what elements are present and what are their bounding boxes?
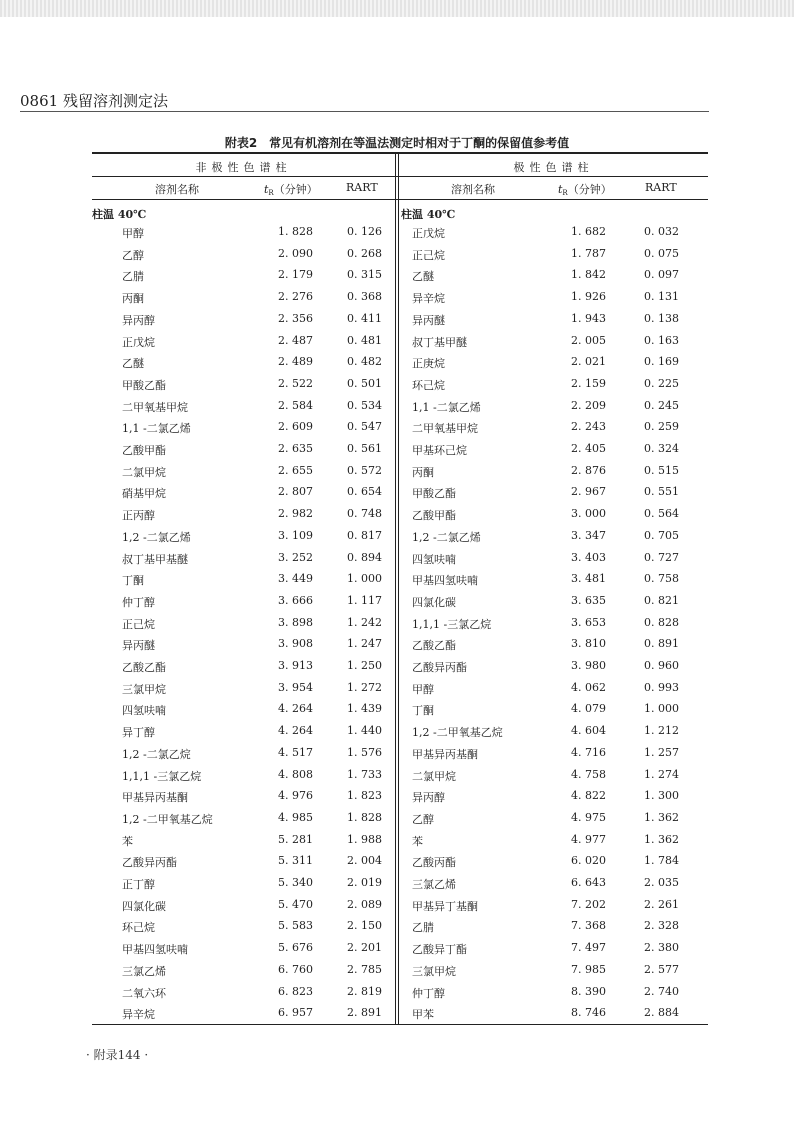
- left-row-rart: 1. 576: [347, 745, 382, 759]
- right-row-name: 乙腈: [412, 921, 434, 935]
- left-row-name: 二氧六环: [122, 986, 166, 1000]
- right-row-name: 二氯甲烷: [412, 769, 456, 783]
- tr-symbol: t: [264, 183, 269, 196]
- right-row-name: 乙酸异丁酯: [412, 943, 467, 957]
- left-row-rart: 1. 440: [347, 724, 382, 738]
- left-row-name: 甲醇: [122, 227, 144, 240]
- left-row-tr: 2. 487: [278, 333, 313, 347]
- right-row-name: 丁酮: [412, 704, 434, 718]
- left-row-name: 二甲氧基甲烷: [122, 400, 188, 414]
- right-row-tr: 2. 243: [571, 420, 606, 434]
- right-row-rart: 0. 821: [644, 593, 679, 607]
- right-row-rart: 1. 362: [644, 832, 679, 846]
- left-row-rart: 0. 368: [347, 290, 382, 304]
- left-row-name: 乙醚: [122, 357, 144, 371]
- left-row-name: 乙醇: [122, 248, 144, 262]
- right-row-name: 1,2 -二甲氧基乙烷: [412, 726, 503, 740]
- left-row-name: 四氯化碳: [122, 899, 166, 913]
- right-row-tr: 4. 716: [571, 745, 606, 759]
- right-row-tr: 6. 643: [571, 876, 606, 889]
- left-row-tr: 2. 179: [278, 268, 313, 282]
- right-row-tr: 2. 967: [571, 485, 606, 499]
- left-row-rart: 1. 247: [347, 637, 382, 651]
- tr-symbol: t: [558, 183, 563, 196]
- right-row-tr: 2. 159: [571, 376, 606, 390]
- left-row-name: 1,2 -二氯乙烷: [122, 747, 191, 761]
- left-row-rart: 1. 272: [347, 680, 382, 694]
- right-row-name: 1,1 -二氯乙烯: [412, 400, 481, 414]
- left-row-rart: 1. 828: [347, 810, 382, 824]
- left-row-tr: 4. 517: [278, 745, 313, 759]
- left-row-name: 甲基四氢呋喃: [122, 943, 188, 957]
- right-row-name: 环己烷: [412, 378, 445, 392]
- right-row-name: 四氢呋喃: [412, 552, 456, 566]
- right-row-name: 异丙醇: [412, 791, 445, 805]
- left-row-name: 甲基异丙基酮: [122, 791, 188, 805]
- left-row-tr: 2. 655: [278, 463, 313, 477]
- right-row-rart: 1. 784: [644, 854, 679, 868]
- left-row-name: 正戊烷: [122, 335, 155, 349]
- left-row-rart: 0. 501: [347, 376, 382, 390]
- right-row-name: 二甲氧基甲烷: [412, 422, 478, 436]
- left-row-name: 正丙醇: [122, 509, 155, 523]
- right-row-rart: 0. 551: [644, 485, 679, 499]
- left-row-tr: 5. 311: [278, 854, 313, 868]
- right-row-name: 三氯甲烷: [412, 964, 456, 978]
- right-row-rart: 0. 324: [644, 442, 679, 455]
- left-row-tr: 2. 982: [278, 507, 313, 521]
- left-row-tr: 4. 976: [278, 789, 313, 803]
- right-row-name: 丙酮: [412, 465, 434, 479]
- right-header-rart: RART: [645, 181, 677, 194]
- page-footer: · 附录144 ·: [86, 1048, 149, 1062]
- column-divider-double: [398, 152, 399, 1025]
- left-row-name: 正己烷: [122, 617, 155, 631]
- left-row-tr: 4. 264: [278, 724, 313, 738]
- right-row-rart: 0. 993: [644, 680, 679, 694]
- left-row-tr: 5. 676: [278, 941, 313, 955]
- right-row-tr: 6. 020: [571, 854, 606, 868]
- left-row-tr: 1. 828: [278, 225, 313, 238]
- left-row-rart: 0. 481: [347, 333, 382, 347]
- left-row-rart: 2. 201: [347, 941, 382, 955]
- left-row-rart: 0. 482: [347, 355, 382, 369]
- right-row-tr: 3. 980: [571, 659, 606, 672]
- left-row-name: 二氯甲烷: [122, 465, 166, 479]
- right-row-rart: 2. 577: [644, 962, 679, 976]
- left-row-tr: 4. 264: [278, 702, 313, 716]
- left-row-name: 乙腈: [122, 270, 144, 284]
- right-row-rart: 2. 261: [644, 897, 679, 911]
- right-row-name: 异丙醚: [412, 313, 445, 327]
- left-row-name: 苯: [122, 834, 133, 848]
- left-row-rart: 2. 089: [347, 897, 382, 911]
- right-row-tr: 3. 481: [571, 572, 606, 586]
- right-row-rart: 0. 032: [644, 225, 679, 238]
- left-row-rart: 2. 891: [347, 1006, 382, 1020]
- left-row-name: 异辛烷: [122, 1008, 155, 1022]
- tr-unit: （分钟）: [273, 183, 318, 196]
- right-row-rart: 1. 212: [644, 724, 679, 738]
- right-row-rart: 0. 131: [644, 290, 679, 304]
- left-row-rart: 0. 894: [347, 550, 382, 564]
- right-row-rart: 1. 257: [644, 745, 679, 759]
- header-rule: [20, 111, 709, 112]
- left-row-tr: 2. 090: [278, 246, 313, 260]
- right-row-rart: 0. 225: [644, 376, 679, 390]
- right-row-rart: 0. 163: [644, 333, 679, 347]
- left-row-tr: 6. 760: [278, 962, 313, 976]
- left-condition-label: 柱温 40℃: [92, 208, 147, 221]
- left-row-tr: 5. 340: [278, 876, 313, 889]
- left-row-name: 正丁醇: [122, 878, 155, 891]
- left-row-name: 1,2 -二氯乙烯: [122, 530, 191, 544]
- right-row-rart: 0. 169: [644, 355, 679, 369]
- right-row-rart: 2. 380: [644, 941, 679, 955]
- right-row-rart: 0. 891: [644, 637, 679, 651]
- right-row-tr: 3. 635: [571, 593, 606, 607]
- left-row-tr: 2. 356: [278, 311, 313, 325]
- right-row-tr: 3. 403: [571, 550, 606, 564]
- left-row-name: 1,1,1 -三氯乙烷: [122, 769, 202, 783]
- right-row-tr: 2. 021: [571, 355, 606, 369]
- left-row-tr: 3. 449: [278, 572, 313, 586]
- left-row-tr: 2. 522: [278, 376, 313, 390]
- left-row-rart: 2. 004: [347, 854, 382, 868]
- right-row-rart: 0. 828: [644, 615, 679, 629]
- left-row-tr: 2. 276: [278, 290, 313, 304]
- right-row-tr: 4. 079: [571, 702, 606, 716]
- left-row-tr: 3. 898: [278, 615, 313, 629]
- left-row-tr: 2. 489: [278, 355, 313, 369]
- left-row-rart: 1. 733: [347, 767, 382, 781]
- right-row-tr: 8. 746: [571, 1006, 606, 1020]
- table-caption: 附表2 常见有机溶剂在等温法测定时相对于丁酮的保留值参考值: [224, 136, 570, 150]
- right-row-tr: 7. 368: [571, 919, 606, 933]
- left-row-tr: 2. 635: [278, 442, 313, 455]
- left-row-name: 硝基甲烷: [122, 487, 166, 501]
- left-row-tr: 3. 109: [278, 528, 313, 542]
- right-row-name: 乙醚: [412, 270, 434, 284]
- left-row-rart: 0. 411: [347, 311, 382, 325]
- left-header-solvent-name: 溶剂名称: [155, 183, 199, 196]
- left-row-rart: 2. 785: [347, 962, 382, 976]
- right-row-tr: 2. 209: [571, 398, 606, 412]
- left-row-rart: 1. 117: [347, 593, 382, 607]
- table-bottom-rule: [92, 1024, 708, 1025]
- left-row-tr: 5. 281: [278, 832, 313, 846]
- polar-column-group-label: 极性色谱柱: [513, 161, 594, 174]
- right-row-rart: 1. 000: [644, 702, 679, 716]
- right-row-tr: 7. 985: [571, 962, 606, 976]
- right-row-rart: 1. 274: [644, 767, 679, 781]
- left-row-tr: 6. 957: [278, 1006, 313, 1020]
- left-row-tr: 4. 985: [278, 810, 313, 824]
- right-row-name: 乙酸异丙酯: [412, 661, 467, 674]
- left-row-tr: 3. 666: [278, 593, 313, 607]
- left-row-name: 四氢呋喃: [122, 704, 166, 718]
- table-top-rule: [92, 152, 708, 154]
- left-row-name: 乙酸甲酯: [122, 444, 166, 457]
- right-row-rart: 0. 245: [644, 398, 679, 412]
- left-row-tr: 6. 823: [278, 984, 313, 998]
- right-row-rart: 0. 727: [644, 550, 679, 564]
- column-divider: [395, 152, 396, 1025]
- right-row-rart: 0. 138: [644, 311, 679, 325]
- right-row-name: 正庚烷: [412, 357, 445, 371]
- column-header-rule: [92, 199, 708, 200]
- left-row-rart: 2. 150: [347, 919, 382, 933]
- left-row-name: 三氯甲烷: [122, 682, 166, 696]
- left-row-tr: 3. 908: [278, 637, 313, 651]
- right-row-tr: 4. 758: [571, 767, 606, 781]
- right-header-solvent-name: 溶剂名称: [451, 183, 495, 196]
- right-row-tr: 4. 822: [571, 789, 606, 803]
- right-row-tr: 3. 810: [571, 637, 606, 651]
- right-row-tr: 7. 497: [571, 941, 606, 955]
- right-row-name: 乙酸甲酯: [412, 509, 456, 523]
- left-row-tr: 3. 954: [278, 680, 313, 694]
- right-row-tr: 2. 405: [571, 442, 606, 455]
- right-row-name: 异辛烷: [412, 292, 445, 306]
- left-row-rart: 0. 126: [347, 225, 382, 238]
- left-row-tr: 3. 252: [278, 550, 313, 564]
- left-row-rart: 1. 250: [347, 659, 382, 672]
- right-row-name: 三氯乙烯: [412, 878, 456, 891]
- left-header-retention-time: [264, 181, 318, 197]
- right-row-name: 甲苯: [412, 1008, 434, 1022]
- left-row-rart: 2. 819: [347, 984, 382, 998]
- right-row-rart: 0. 758: [644, 572, 679, 586]
- right-row-name: 甲基四氢呋喃: [412, 574, 478, 588]
- left-row-rart: 0. 748: [347, 507, 382, 521]
- right-row-tr: 1. 682: [571, 225, 606, 238]
- left-row-tr: 2. 807: [278, 485, 313, 499]
- right-row-name: 甲基异丁基酮: [412, 899, 478, 913]
- right-row-rart: 0. 705: [644, 528, 679, 542]
- right-row-rart: 2. 328: [644, 919, 679, 933]
- right-row-tr: 3. 000: [571, 507, 606, 521]
- left-row-rart: 0. 547: [347, 420, 382, 434]
- left-row-name: 乙酸乙酯: [122, 661, 166, 674]
- retention-table: [92, 152, 708, 1025]
- right-row-name: 甲基环己烷: [412, 444, 467, 457]
- right-row-rart: 2. 884: [644, 1006, 679, 1020]
- right-row-tr: 4. 977: [571, 832, 606, 846]
- right-row-name: 叔丁基甲醚: [412, 335, 467, 349]
- right-header-retention-time: [558, 181, 612, 197]
- right-row-name: 1,2 -二氯乙烯: [412, 530, 481, 544]
- right-row-tr: 2. 005: [571, 333, 606, 347]
- right-row-tr: 1. 926: [571, 290, 606, 304]
- left-row-rart: 0. 315: [347, 268, 382, 282]
- left-row-rart: 0. 817: [347, 528, 382, 542]
- right-row-tr: 3. 653: [571, 615, 606, 629]
- left-row-name: 1,1 -二氯乙烯: [122, 422, 191, 436]
- left-row-rart: 1. 439: [347, 702, 382, 716]
- right-row-tr: 1. 842: [571, 268, 606, 282]
- right-row-rart: 2. 035: [644, 876, 679, 889]
- right-row-tr: 4. 062: [571, 680, 606, 694]
- right-row-rart: 0. 515: [644, 463, 679, 477]
- left-row-tr: 2. 609: [278, 420, 313, 434]
- left-row-rart: 1. 000: [347, 572, 382, 586]
- right-row-name: 甲酸乙酯: [412, 487, 456, 501]
- right-row-rart: 0. 960: [644, 659, 679, 672]
- right-row-rart: 0. 075: [644, 246, 679, 260]
- right-condition-label: 柱温 40℃: [401, 208, 456, 221]
- left-row-tr: 5. 470: [278, 897, 313, 911]
- right-row-rart: 0. 097: [644, 268, 679, 282]
- right-row-rart: 0. 259: [644, 420, 679, 434]
- left-row-name: 丙酮: [122, 292, 144, 306]
- left-row-tr: 4. 808: [278, 767, 313, 781]
- tr-subscript: R: [562, 189, 568, 197]
- right-row-name: 苯: [412, 834, 423, 848]
- left-row-rart: 0. 561: [347, 442, 382, 455]
- right-row-tr: 1. 943: [571, 311, 606, 325]
- right-row-tr: 4. 975: [571, 810, 606, 824]
- right-row-name: 乙醇: [412, 812, 434, 826]
- right-row-name: 1,1,1 -三氯乙烷: [412, 617, 492, 631]
- left-row-name: 三氯乙烯: [122, 964, 166, 978]
- right-row-name: 正戊烷: [412, 227, 445, 240]
- right-row-rart: 0. 564: [644, 507, 679, 521]
- left-row-name: 仲丁醇: [122, 595, 155, 609]
- right-row-tr: 2. 876: [571, 463, 606, 477]
- group-header-rule: [92, 176, 708, 177]
- right-row-name: 甲醇: [412, 682, 434, 696]
- right-row-tr: 1. 787: [571, 246, 606, 260]
- left-row-name: 乙酸异丙酯: [122, 856, 177, 870]
- left-row-rart: 0. 572: [347, 463, 382, 477]
- right-row-rart: 2. 740: [644, 984, 679, 998]
- left-row-tr: 2. 584: [278, 398, 313, 412]
- left-row-rart: 1. 823: [347, 789, 382, 803]
- page-header-title: 0861 残留溶剂测定法: [20, 92, 168, 110]
- right-row-name: 正己烷: [412, 248, 445, 262]
- right-row-tr: 7. 202: [571, 897, 606, 911]
- left-row-name: 异丙醚: [122, 639, 155, 653]
- right-row-name: 四氯化碳: [412, 595, 456, 609]
- right-row-name: 甲基异丙基酮: [412, 747, 478, 761]
- tr-subscript: R: [268, 189, 274, 197]
- left-row-name: 异丁醇: [122, 726, 155, 740]
- left-row-rart: 2. 019: [347, 876, 382, 889]
- right-row-rart: 1. 300: [644, 789, 679, 803]
- right-row-rart: 1. 362: [644, 810, 679, 824]
- left-row-tr: 5. 583: [278, 919, 313, 933]
- right-row-name: 乙酸丙酯: [412, 856, 456, 870]
- left-row-name: 甲酸乙酯: [122, 378, 166, 392]
- right-row-tr: 3. 347: [571, 528, 606, 542]
- left-header-rart: RART: [346, 181, 378, 194]
- left-row-rart: 0. 268: [347, 246, 382, 260]
- right-row-tr: 8. 390: [571, 984, 606, 998]
- left-row-name: 叔丁基甲基醚: [122, 552, 188, 566]
- left-row-rart: 1. 988: [347, 832, 382, 846]
- left-row-name: 环己烷: [122, 921, 155, 935]
- nonpolar-column-group-label: 非极性色谱柱: [195, 161, 292, 174]
- left-row-rart: 1. 242: [347, 615, 382, 629]
- left-row-tr: 3. 913: [278, 659, 313, 672]
- left-row-name: 丁酮: [122, 574, 144, 588]
- right-row-name: 仲丁醇: [412, 986, 445, 1000]
- tr-unit: （分钟）: [567, 183, 612, 196]
- left-row-name: 1,2 -二甲氧基乙烷: [122, 812, 213, 826]
- left-row-rart: 0. 654: [347, 485, 382, 499]
- right-row-tr: 4. 604: [571, 724, 606, 738]
- left-row-name: 异丙醇: [122, 313, 155, 327]
- scan-top-band: [0, 0, 794, 17]
- left-row-rart: 0. 534: [347, 398, 382, 412]
- right-row-name: 乙酸乙酯: [412, 639, 456, 653]
